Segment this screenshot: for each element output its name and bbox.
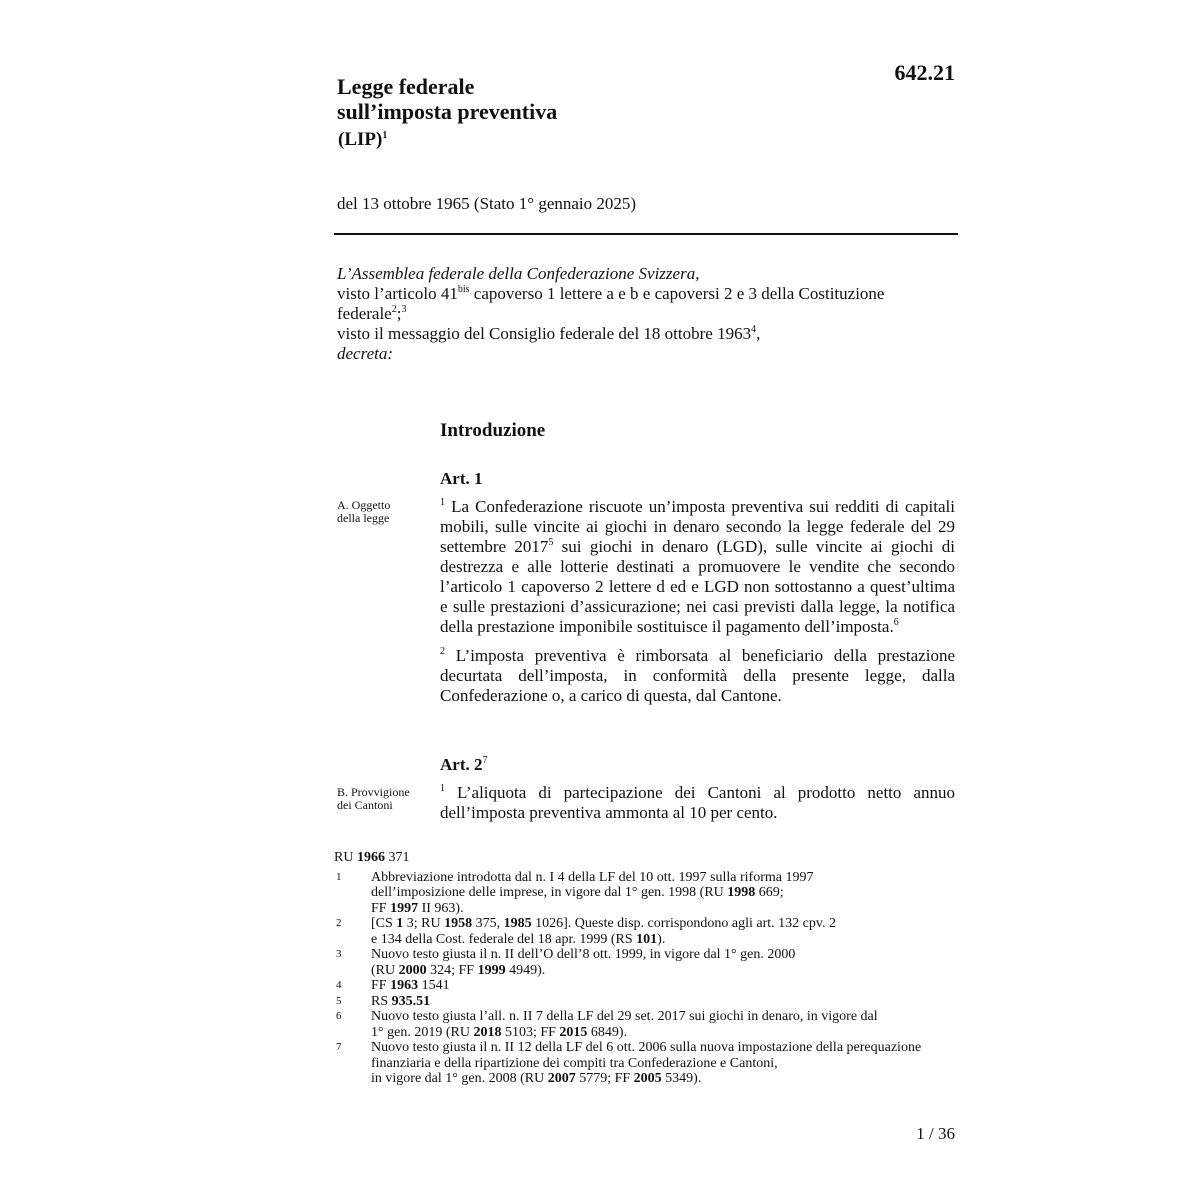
fn-seg: 1° gen. 2019 (RU	[371, 1024, 474, 1040]
document-title	[337, 74, 557, 124]
paragraph-number: 1	[440, 783, 445, 794]
section-heading-intro: Introduzione	[440, 420, 546, 441]
fn-bold: 1985	[503, 916, 532, 931]
paragraph-text-b: sui giochi in denaro (LGD), sulle vincite ai giochi di destrezza e alle lotterie destinati a promuovere le vendite che secondo l’articolo 1 capoverso 2 lettere d ed e LGD non sottostanno a quest’ultima e sulle prestazioni d’assicurazione; nei casi previsti dalla legge, la notifica della prestazione imponibile sostituisce il pagamento dell’imposta.	[440, 537, 955, 636]
ru-prefix: RU	[334, 850, 357, 865]
preamble-line-3-a: visto il messaggio del Consiglio federale del 18 ottobre 1963	[337, 324, 752, 343]
ru-year: 1966	[356, 850, 385, 865]
margin-line-1: B. Provvigione	[337, 785, 410, 799]
footnote-3	[334, 947, 958, 978]
paragraph-number: 1	[440, 497, 445, 508]
fn-seg: 1541	[418, 978, 450, 993]
fn-bold: 1963	[390, 978, 419, 993]
footnote-text	[371, 994, 958, 1010]
footnote-ref-2[interactable]: 2	[391, 304, 397, 315]
fn-seg: Nuovo testo giusta il n. II 12 della LF del 6 ott. 2006 sulla nuova impostazione della perequazione finanziaria e della ripartizione dei compiti tra Confederazione e Cantoni,	[371, 1040, 922, 1071]
fn-seg: 669;	[755, 885, 784, 900]
preamble-sep: ;	[396, 304, 402, 323]
article-1-paragraph-1	[440, 497, 955, 637]
fn-seg: 324; FF	[426, 962, 478, 978]
footnote-5	[334, 994, 958, 1010]
fn-seg: ).	[657, 931, 666, 947]
fn-bold: 2015	[559, 1024, 588, 1040]
fn-bold: 1958	[444, 916, 473, 931]
title-abbreviation	[338, 129, 387, 151]
abbreviation-text: (LIP)	[338, 129, 383, 150]
article-2-paragraph-1	[440, 783, 955, 823]
fn-seg: e 134 della Cost. federale del 18 apr. 1999 (RS	[371, 931, 637, 947]
margin-line-2: dei Cantoni	[337, 798, 393, 812]
footnote-ref-5[interactable]: 5	[548, 537, 554, 548]
header-divider	[334, 233, 958, 235]
preamble-line-1-a: visto l’articolo 41	[337, 284, 458, 303]
footnote-4	[334, 978, 958, 994]
fn-seg: dell’imposizione delle imprese, in vigore dal 1° gen. 1998 (RU	[371, 885, 728, 900]
fn-seg: FF	[371, 900, 391, 916]
article-2-body	[440, 783, 955, 832]
fn-seg: [CS	[371, 916, 397, 931]
paragraph-text: L’imposta preventiva è rimborsata al beneficiario della prestazione decurtata dell’imposta, in conformità della presente legge, dalla Confederazione o, a carico di questa, dal Cantone.	[440, 646, 955, 705]
footnote-ref-6[interactable]: 6	[893, 617, 899, 628]
fn-seg: 4949).	[505, 962, 546, 978]
footnote-text	[371, 916, 958, 947]
fn-bold: 2005	[633, 1071, 662, 1086]
fn-bold: 2007	[547, 1071, 576, 1086]
footnote-text	[371, 1040, 958, 1087]
footnote-text	[371, 978, 958, 994]
margin-line-1: A. Oggetto	[337, 498, 391, 512]
fn-seg: 1026]. Queste disp. corrispondono agli art. 132 cpv. 2	[531, 916, 836, 931]
footnote-2	[334, 916, 958, 947]
fn-bold: 1998	[727, 885, 756, 900]
footnote-text	[371, 1009, 958, 1040]
footnote-number: 7	[336, 1041, 342, 1053]
fn-seg: Abbreviazione introdotta dal n. I 4 della LF del 10 ott. 1997 sulla riforma 1997	[371, 869, 814, 885]
superscript-bis: bis	[457, 284, 470, 295]
margin-line-2: della legge	[337, 511, 390, 525]
enactment-date: del 13 ottobre 1965 (Stato 1° gennaio 2025)	[337, 194, 637, 213]
fn-seg: in vigore dal 1° gen. 2008 (RU	[371, 1071, 548, 1086]
article-2-margin-note	[337, 786, 432, 812]
footnotes	[334, 850, 958, 1087]
preamble-line-1-b: capoverso 1 lettere a e b e capoversi 2 e 3 della Costituzione	[469, 284, 885, 303]
paragraph-number: 2	[440, 646, 445, 657]
article-1-margin-note	[337, 499, 432, 525]
title-line-1: Legge federale	[337, 74, 475, 99]
fn-seg: 5779; FF	[575, 1071, 634, 1086]
footnote-number: 5	[336, 994, 342, 1007]
title-line-2: sull’imposta preventiva	[337, 99, 558, 124]
article-2-heading	[440, 755, 487, 775]
footnote-number: 6	[336, 1010, 342, 1022]
fn-bold: 1997	[390, 900, 419, 916]
footnote-number: 3	[336, 948, 342, 960]
preamble	[337, 264, 957, 364]
article-1-heading: Art. 1	[440, 469, 483, 488]
fn-seg: 5103; FF	[501, 1024, 560, 1040]
footnote-text	[371, 947, 958, 978]
article-1-paragraph-2	[440, 646, 955, 706]
fn-seg: RS	[371, 993, 392, 1009]
fn-bold: 2018	[473, 1024, 502, 1040]
preamble-line-3-b: ,	[756, 324, 761, 343]
fn-seg: 5349).	[661, 1071, 702, 1086]
preamble-line-3	[337, 324, 957, 344]
fn-seg: II 963).	[418, 900, 464, 916]
footnote-number: 4	[336, 979, 342, 991]
footnote-1	[334, 870, 958, 917]
fn-bold: 2000	[398, 962, 427, 978]
footnote-ref-1[interactable]: 1	[382, 130, 388, 141]
footnote-7	[334, 1040, 958, 1087]
sr-number: 642.21	[894, 60, 955, 85]
preamble-decreta: decreta:	[337, 344, 394, 363]
article-1-body	[440, 497, 955, 715]
footnote-number: 2	[336, 917, 342, 929]
footnote-6	[334, 1009, 958, 1040]
fn-bold: 101	[636, 931, 658, 947]
fn-seg: Nuovo testo giusta l’all. n. II 7 della LF del 29 set. 2017 sui giochi in denaro, in vigore dal	[371, 1009, 878, 1024]
preamble-line-2-a: federale	[337, 304, 392, 323]
footnote-number: 1	[336, 870, 342, 883]
fn-bold: 1999	[477, 962, 506, 978]
preamble-line-2	[337, 304, 957, 324]
fn-seg: FF	[371, 978, 391, 993]
fn-seg: 375,	[472, 916, 504, 931]
paragraph-text: L’aliquota di partecipazione dei Cantoni al prodotto netto annuo dell’imposta preventiva ammonta al 10 per cento.	[440, 783, 955, 822]
footnote-ref-4[interactable]: 4	[751, 324, 757, 335]
fn-bold: 1	[396, 916, 404, 931]
preamble-assembly: L’Assemblea federale della Confederazione Svizzera,	[337, 264, 700, 283]
fn-bold: 935.51	[391, 993, 431, 1009]
official-compilation-ref	[334, 850, 958, 866]
fn-seg: (RU	[371, 962, 399, 978]
article-2-heading-text: Art. 2	[440, 755, 483, 774]
ru-page: 371	[384, 850, 410, 865]
fn-seg: Nuovo testo giusta il n. II dell’O dell’8 ott. 1999, in vigore dal 1° gen. 2000	[371, 947, 796, 962]
footnote-text	[371, 870, 958, 917]
footnote-ref-7[interactable]: 7	[482, 755, 488, 766]
fn-seg: 6849).	[587, 1024, 628, 1040]
paragraph-text-a: La Confederazione riscuote un’imposta preventiva sui redditi di capitali mobili, sulle vincite ai giochi in denaro secondo la legge federale del 29 settembre 2017	[440, 497, 955, 556]
page-number: 1 / 36	[916, 1124, 955, 1143]
fn-seg: 3; RU	[403, 916, 445, 931]
footnote-ref-3[interactable]: 3	[401, 304, 407, 315]
preamble-line-1	[337, 284, 957, 304]
